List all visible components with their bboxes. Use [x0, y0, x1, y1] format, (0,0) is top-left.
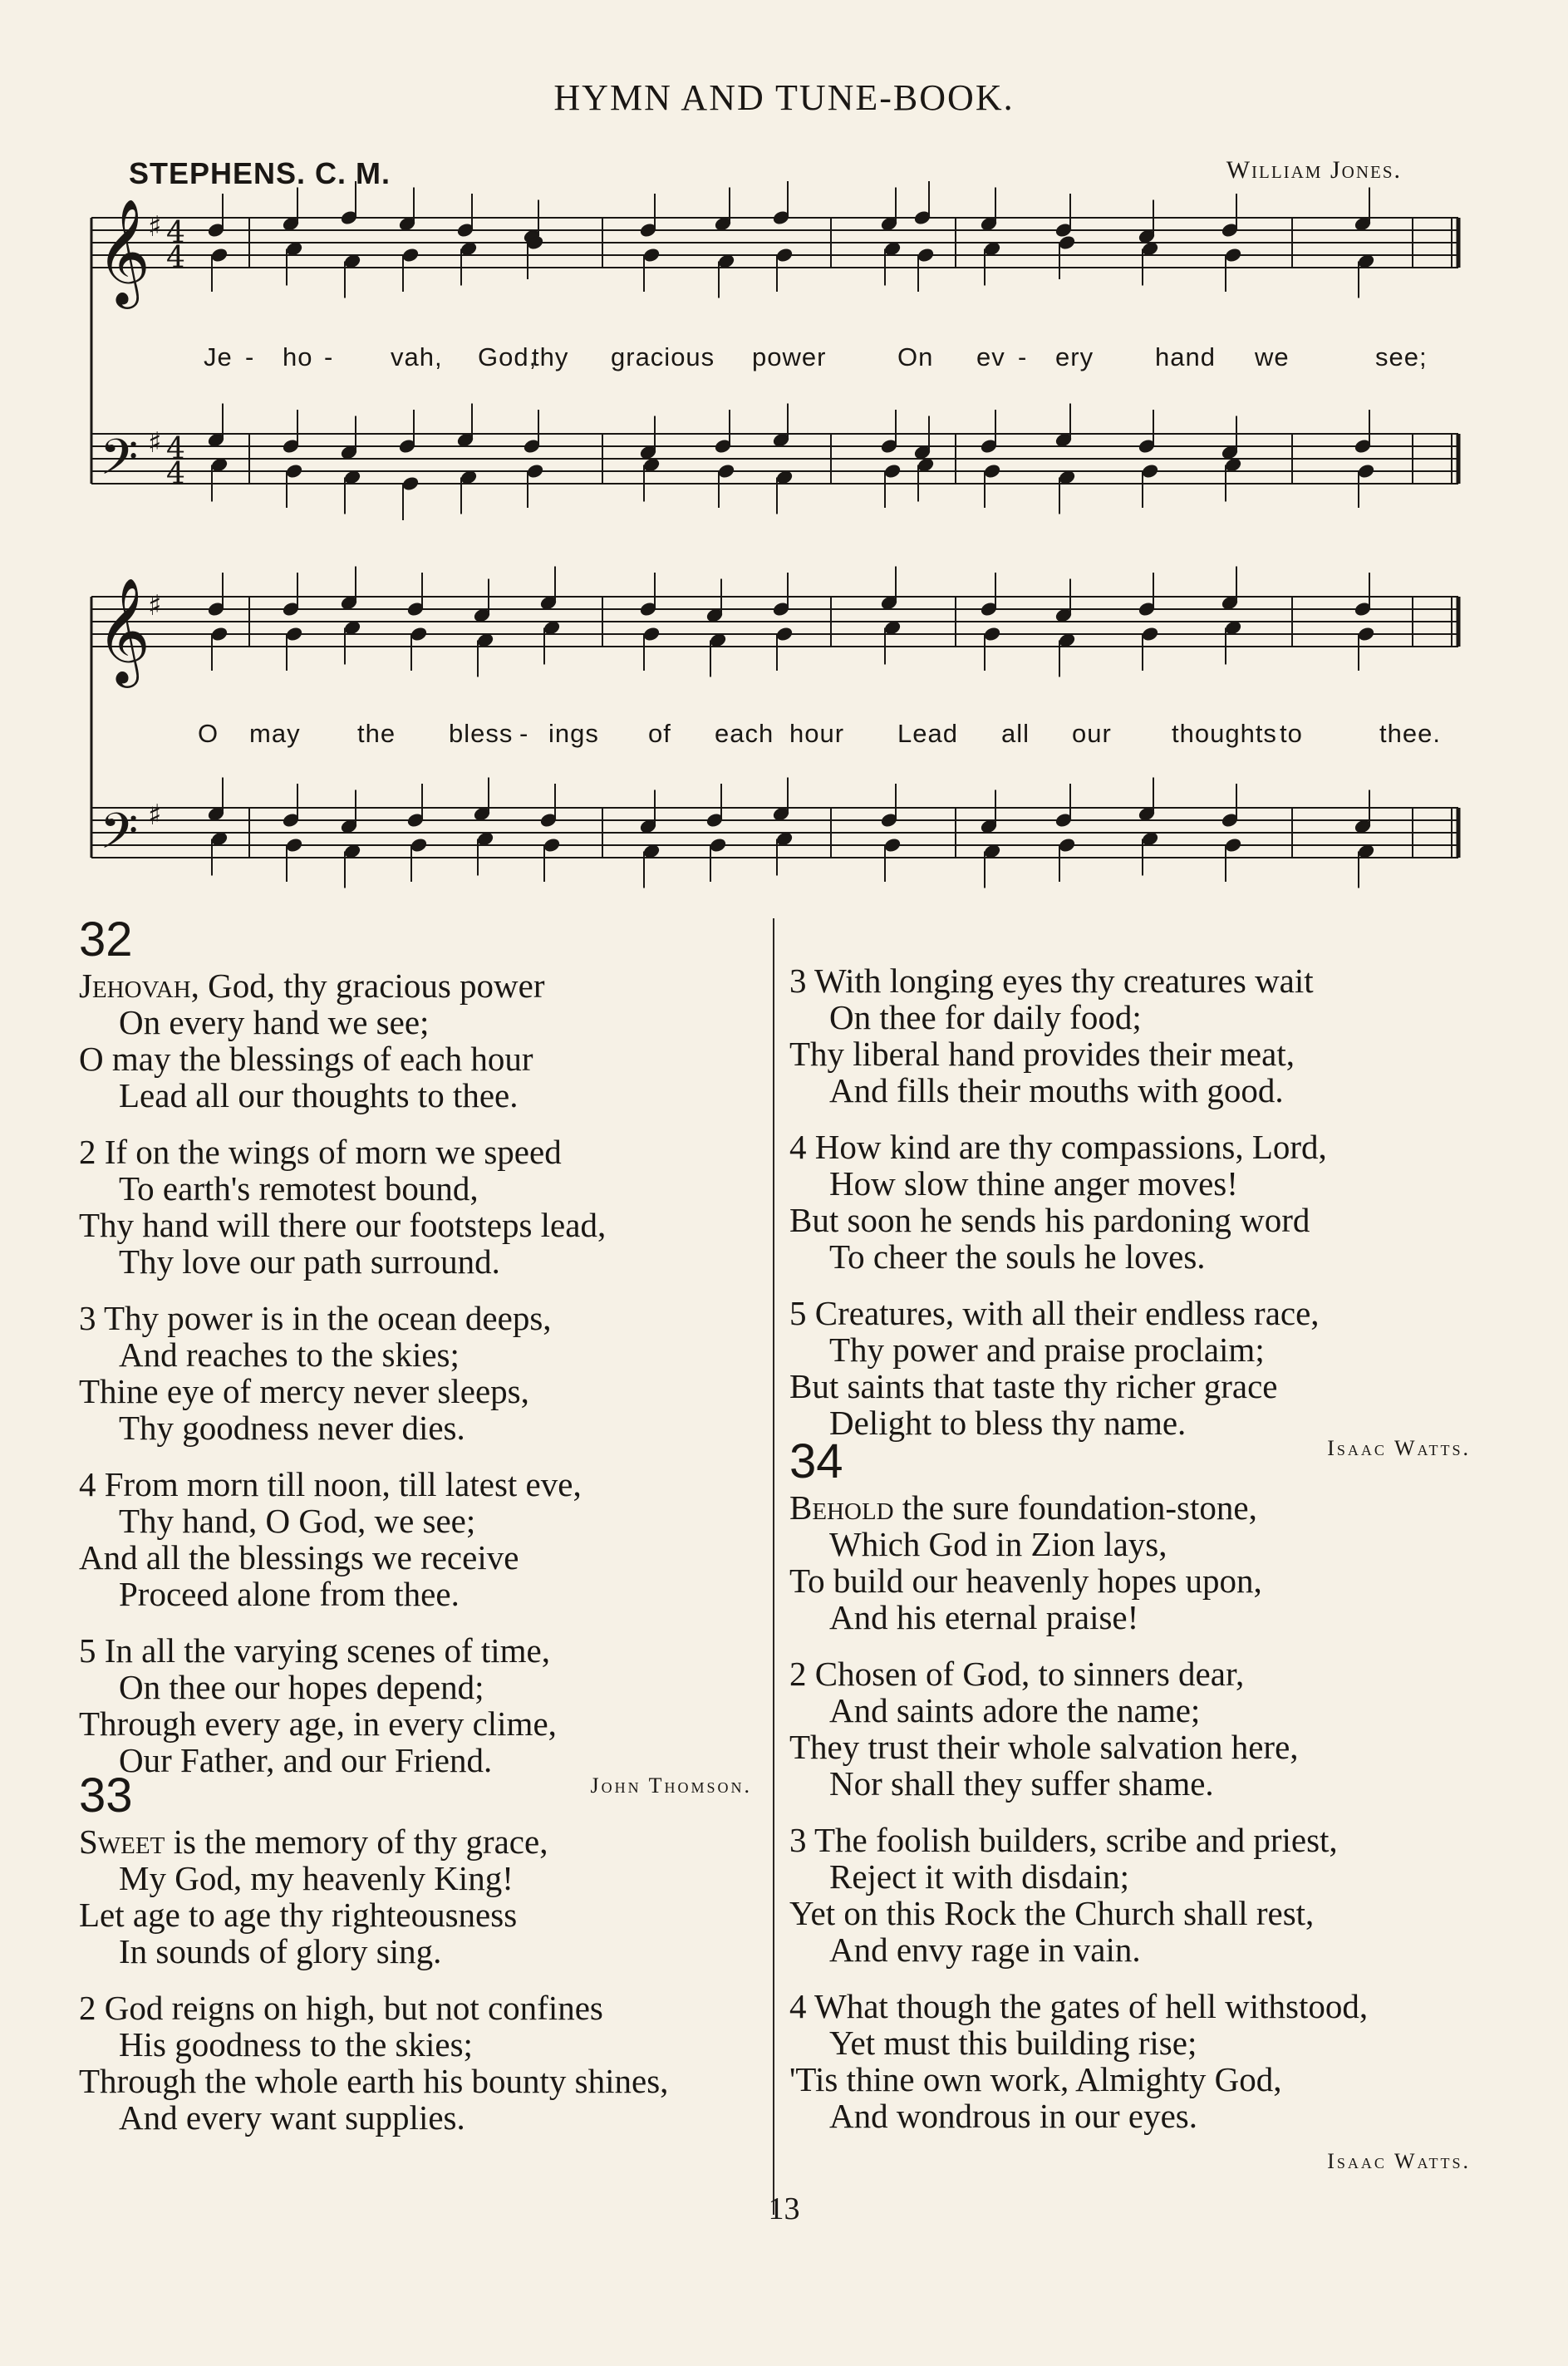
- verse-line: 3 The foolish builders, scribe and priest,: [789, 1821, 1338, 1859]
- note-head: [1357, 463, 1375, 479]
- verse-line: And envy rage in vain.: [829, 1931, 1141, 1969]
- verse-line: In sounds of glory sing.: [119, 1932, 442, 1970]
- lyric-syllable: hand: [1155, 342, 1216, 371]
- lyric-syllable: ery: [1055, 342, 1094, 371]
- verse-line: Which God in Zion lays,: [829, 1525, 1167, 1563]
- lyric-syllable: bless: [449, 719, 514, 748]
- tune-composer: William Jones.: [1226, 156, 1402, 184]
- stanza: [789, 1295, 1487, 1441]
- note-head: [1224, 247, 1242, 263]
- stanza: [789, 1822, 1487, 1968]
- verse-line: Through the whole earth his bounty shines,: [79, 2062, 669, 2100]
- verse-line: Yet must this building rise;: [829, 2024, 1197, 2062]
- lyric-syllable: we: [1255, 342, 1290, 371]
- note-head: [543, 837, 561, 853]
- note-head: [526, 463, 544, 479]
- note-head: [210, 247, 229, 263]
- lyric-syllable: -: [245, 342, 255, 371]
- hymn-number-32: 32: [79, 912, 133, 967]
- lyric-syllable: may: [249, 719, 301, 748]
- verse-line: 2 God reigns on high, but not confines: [79, 1989, 603, 2027]
- verse-line: 4 From morn till noon, till latest eve,: [79, 1465, 582, 1503]
- verse-line: Thy love our path surround.: [119, 1242, 500, 1281]
- lyric-syllable: each: [715, 719, 774, 748]
- lyric-syllable: ev: [976, 342, 1005, 371]
- column-divider: [773, 918, 774, 2215]
- lyric-syllable: thoughts: [1172, 719, 1277, 748]
- note-head: [983, 626, 1001, 642]
- verse-line: And his eternal praise!: [829, 1598, 1139, 1636]
- verse-line: 2 Chosen of God, to sinners dear,: [789, 1655, 1245, 1693]
- verse-line: But saints that taste thy richer grace: [789, 1367, 1278, 1405]
- verse-line: To earth's remotest bound,: [119, 1169, 479, 1208]
- lyric-syllable: -: [1018, 342, 1028, 371]
- verse-line: How slow thine anger moves!: [829, 1164, 1238, 1203]
- verse-line: On thee for daily food;: [829, 998, 1142, 1036]
- verse-line: Delight to bless thy name.: [829, 1404, 1187, 1442]
- verse-line: My God, my heavenly King!: [119, 1859, 514, 1897]
- key-signature-sharp: ♯: [148, 210, 162, 243]
- lyric-syllable: vah,: [391, 342, 443, 371]
- verse-line: 4 How kind are thy compassions, Lord,: [789, 1128, 1327, 1166]
- verse-line: Nor shall they suffer shame.: [829, 1764, 1214, 1803]
- key-signature-sharp: ♯: [148, 799, 162, 832]
- hymn-34-author: Isaac Watts.: [1327, 2149, 1471, 2173]
- note-head: [642, 247, 661, 263]
- note-head: [709, 837, 727, 853]
- time-signature: 4: [166, 457, 185, 491]
- verse-line: To cheer the souls he loves.: [829, 1237, 1206, 1276]
- hymn-33-text-part-2: [789, 962, 1487, 1441]
- verse-line: 4 What though the gates of hell withstood,: [789, 1987, 1369, 2025]
- verse-line: His goodness to the skies;: [119, 2025, 473, 2063]
- lyric-syllable: to: [1280, 719, 1303, 748]
- note-head: [775, 247, 794, 263]
- verse-line: 2 If on the wings of morn we speed: [79, 1133, 562, 1171]
- lyric-syllable: thee.: [1379, 719, 1441, 748]
- note-head: [285, 626, 303, 642]
- hymn-34-text: [789, 1489, 1487, 2134]
- lyric-syllable: see;: [1375, 342, 1428, 371]
- note-head: [883, 837, 902, 853]
- lyric-syllable: God,: [478, 342, 538, 371]
- staff-lines: [91, 218, 1458, 858]
- lyric-syllable: gracious: [611, 342, 715, 371]
- notes: [207, 181, 1375, 888]
- note-head: [1058, 234, 1076, 250]
- note-head: [917, 247, 935, 263]
- verse-line: Behold the sure foundation-stone,: [789, 1488, 1257, 1527]
- stanza: [789, 1655, 1487, 1802]
- hymn-33-text-part-1: [79, 1823, 777, 2136]
- lyric-syllable: of: [648, 719, 671, 748]
- verse-line: On thee our hopes depend;: [119, 1668, 484, 1706]
- verse-line: 3 With longing eyes thy creatures wait: [789, 962, 1314, 1000]
- verse-line: And wondrous in our eyes.: [829, 2097, 1197, 2135]
- stanza: [79, 1134, 777, 1280]
- opening-word: Sweet: [79, 1822, 165, 1861]
- verse-line: 'Tis thine own work, Almighty God,: [789, 2060, 1282, 2098]
- hymn-number-34: 34: [789, 1434, 843, 1488]
- lyric-syllable: -: [519, 719, 529, 748]
- verse-line: 5 Creatures, with all their endless race,: [789, 1294, 1320, 1332]
- verse-line: And fills their mouths with good.: [829, 1071, 1284, 1109]
- lyric-syllable: O: [198, 719, 219, 748]
- stanza: [79, 1990, 777, 2136]
- opening-word: Behold: [789, 1488, 894, 1527]
- verse-line: Through every age, in every clime,: [79, 1704, 557, 1743]
- note-head: [1224, 837, 1242, 853]
- note-head: [285, 463, 303, 479]
- lyric-syllable: ho: [283, 342, 313, 371]
- verse-line: And saints adore the name;: [829, 1691, 1201, 1729]
- hymn-number-33: 33: [79, 1768, 133, 1822]
- lyric-syllable: -: [324, 342, 334, 371]
- note-head: [883, 463, 902, 479]
- lyric-syllable: power: [752, 342, 827, 371]
- lyric-syllable: our: [1072, 719, 1112, 748]
- verse-line: They trust their whole salvation here,: [789, 1728, 1299, 1766]
- hymn-32-author: John Thomson.: [590, 1773, 752, 1798]
- tune-name: STEPHENS. C. M.: [129, 156, 391, 190]
- right-column: [789, 962, 1487, 2174]
- verse-line: O may the blessings of each hour: [79, 1040, 533, 1078]
- note-head: [1141, 463, 1159, 479]
- note-head: [1357, 626, 1375, 642]
- bass-clef: 𝄢: [100, 428, 139, 498]
- verse-line: Thy goodness never dies.: [119, 1409, 465, 1447]
- time-signature: 4: [166, 241, 185, 275]
- lyric-syllable: Lead: [897, 719, 958, 748]
- music-score: [66, 166, 1496, 889]
- note-head: [642, 626, 661, 642]
- verse-line: Lead all our thoughts to thee.: [119, 1076, 519, 1114]
- left-column: [79, 914, 777, 2156]
- time-signature: 4: [166, 216, 185, 250]
- lyric-syllable: the: [357, 719, 396, 748]
- hymn-32-text: [79, 967, 777, 1778]
- verse-line: Thy power and praise proclaim;: [829, 1331, 1265, 1369]
- note-head: [1058, 837, 1076, 853]
- verse-line: Let age to age thy righteousness: [79, 1896, 518, 1934]
- note-head: [285, 837, 303, 853]
- verse-line: Thy hand, O God, we see;: [119, 1502, 476, 1540]
- time-signature: 4: [166, 432, 185, 466]
- page-number: 13: [768, 2191, 800, 2226]
- stanza: [79, 1823, 777, 1970]
- verse-line: To build our heavenly hopes upon,: [789, 1562, 1262, 1600]
- stanza: [79, 1466, 777, 1612]
- verse-line: And reaches to the skies;: [119, 1335, 460, 1374]
- treble-clef: 𝄞: [96, 198, 151, 304]
- verse-line: 3 Thy power is in the ocean deeps,: [79, 1299, 552, 1337]
- verse-line: Yet on this Rock the Church shall rest,: [789, 1894, 1315, 1932]
- note-head: [401, 475, 420, 491]
- treble-clef: 𝄞: [96, 577, 151, 683]
- verse-line: Thy liberal hand provides their meat,: [789, 1035, 1295, 1073]
- verse-line: Jehovah, God, thy gracious power: [79, 967, 545, 1005]
- verse-line: 5 In all the varying scenes of time,: [79, 1631, 550, 1670]
- verse-line: Thine eye of mercy never sleeps,: [79, 1372, 529, 1410]
- bass-clef: 𝄢: [100, 802, 139, 872]
- note-head: [401, 247, 420, 263]
- lyric-syllable: all: [1001, 719, 1030, 748]
- hymn-33-author: Isaac Watts.: [1327, 1436, 1471, 1460]
- notation-glyphs: [96, 198, 185, 872]
- verse-line: Reject it with disdain;: [829, 1857, 1129, 1896]
- stanza: [789, 1129, 1487, 1275]
- lyric-syllable: On: [897, 342, 934, 371]
- lyric-syllable: Je: [204, 342, 233, 371]
- stanza: [789, 962, 1487, 1109]
- verse-line: And every want supplies.: [119, 2098, 465, 2137]
- note-head: [1141, 626, 1159, 642]
- key-signature-sharp: ♯: [148, 426, 162, 460]
- verse-line: Thy hand will there our footsteps lead,: [79, 1206, 607, 1244]
- stanza: [79, 967, 777, 1114]
- verse-line: Sweet is the memory of thy grace,: [79, 1822, 548, 1861]
- stanza: [789, 1489, 1487, 1636]
- stanza: [79, 1300, 777, 1446]
- opening-word: Jehovah,: [79, 967, 199, 1005]
- note-head: [717, 463, 735, 479]
- verse-line: Proceed alone from thee.: [119, 1575, 460, 1613]
- key-signature-sharp: ♯: [148, 589, 162, 622]
- note-head: [410, 837, 428, 853]
- note-head: [983, 463, 1001, 479]
- note-head: [410, 626, 428, 642]
- verse-line: On every hand we see;: [119, 1003, 430, 1041]
- lyric-syllable: thy: [532, 342, 569, 371]
- stanza: [789, 1988, 1487, 2134]
- running-title: HYMN AND TUNE-BOOK.: [553, 77, 1015, 118]
- stanza: [79, 1632, 777, 1778]
- lyric-syllable: ings: [548, 719, 599, 748]
- lyric-syllable: hour: [789, 719, 845, 748]
- verse-line: And all the blessings we receive: [79, 1538, 519, 1577]
- verse-line: Our Father, and our Friend.: [119, 1741, 493, 1779]
- verse-line: But soon he sends his pardoning word: [789, 1201, 1310, 1239]
- note-head: [210, 626, 229, 642]
- note-head: [775, 626, 794, 642]
